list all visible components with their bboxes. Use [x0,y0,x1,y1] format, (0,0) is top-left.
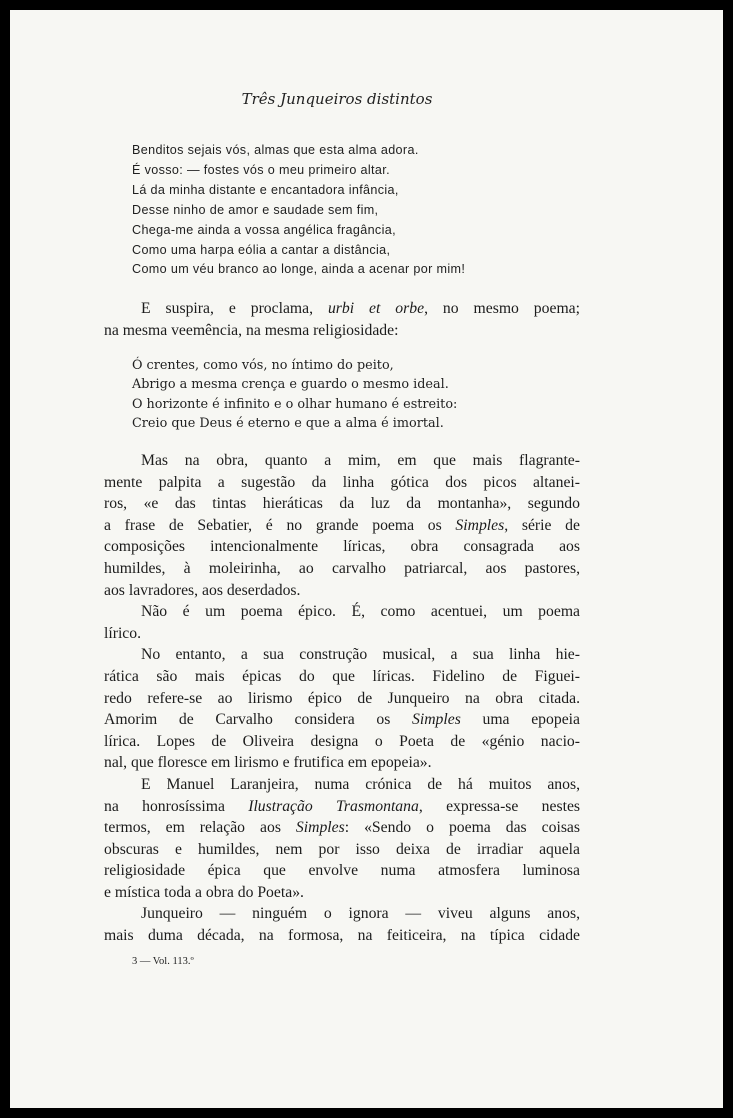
paragraph-line: religiosidade épica que envolve numa atmosfera luminosa [104,862,580,880]
paragraph-line: composições intencionalmente líricas, obra consagrada aos [104,538,580,556]
verse-line: Benditos sejais vós, almas que esta alma adora. [132,143,419,157]
paragraph-line: rática são mais épicas do que líricas. Fidelino de Figuei- [104,667,580,685]
verse-line: Desse ninho de amor e saudade sem fim, [132,202,379,217]
verse-line: Como uma harpa eólia a cantar a distância, [132,242,391,257]
verse-line: Chega-me ainda a vossa angélica fragância, [132,222,396,237]
paragraph-line: obscuras e humildes, nem por isso deixa de irradiar aquela [104,840,580,858]
paragraph-line: E Manuel Laranjeira, numa crónica de há muitos anos, [141,775,580,793]
paragraph-line: Amorim de Carvalho considera os Simples uma epopeia [104,711,580,729]
paragraph [104,298,580,341]
paragraph [104,450,580,947]
verse-line: É vosso: — fostes vós o meu primeiro altar. [132,162,390,177]
verse-block-2 [132,356,457,433]
paragraph-line: e mística toda a obra do Poeta». [104,883,304,901]
book-page [10,10,723,1108]
paragraph-line: lírica. Lopes de Oliveira designa o Poeta de «génio nacio- [104,732,580,750]
paragraph-line: na mesma veemência, na mesma religiosidade: [104,321,399,339]
paragraph-line: na honrosíssima Ilustração Trasmontana, expressa-se nestes [104,797,581,815]
paragraph-line: Mas na obra, quanto a mim, em que mais flagrante- [141,452,580,469]
verse-line: O horizonte é infinito e o olhar humano é estreito: [132,396,458,412]
verse-line: Lá da minha distante e encantadora infância, [132,182,399,197]
paragraph-line: No entanto, a sua construção musical, a sua linha hie- [141,646,580,664]
paragraph-line: mais duma década, na formosa, na feiticeira, na típica cidade [104,927,580,945]
paragraph-line: aos lavradores, aos deserdados. [104,581,301,599]
running-title: Três Junqueiros distintos [241,90,433,108]
paragraph-line: Junqueiro — ninguém o ignora — viveu alguns anos, [141,905,580,923]
paragraph-line: E suspira, e proclama, urbi et orbe, no mesmo poema; [141,300,580,317]
verse-line: Abrigo a mesma crença e guardo o mesmo ideal. [132,377,449,393]
paragraph-line: lírico. [104,624,142,642]
paragraph-line: a frase de Sebatier, é no grande poema os Simples, série de [104,516,580,534]
verse-line: Ó crentes, como vós, no íntimo do peito, [132,358,394,373]
paragraph-line: ros, «e das tintas hieráticas da luz da montanha», segundo [104,495,580,513]
paragraph-line: Não é um poema épico. É, como acentuei, um poema [141,603,580,621]
paragraph-line: humildes, à moleirinha, ao carvalho patriarcal, aos pastores, [104,559,580,577]
verse-line: Como um véu branco ao longe, ainda a acenar por mim! [132,262,466,277]
paragraph-line: nal, que floresce em lirismo e frutifica em epopeia». [104,754,432,772]
verse-line: Creio que Deus é eterno e que a alma é imortal. [132,415,444,431]
paragraph-line: redo refere-se ao lirismo épico de Junqueiro na obra citada. [104,689,580,707]
paragraph-line: termos, em relação aos Simples: «Sendo o poema das coisas [104,819,580,837]
verse-block-1 [132,141,465,280]
printer-signature: 3 — Vol. 113.º [132,956,194,967]
paragraph-line: mente palpita a sugestão da linha gótica dos picos altanei- [104,473,580,491]
